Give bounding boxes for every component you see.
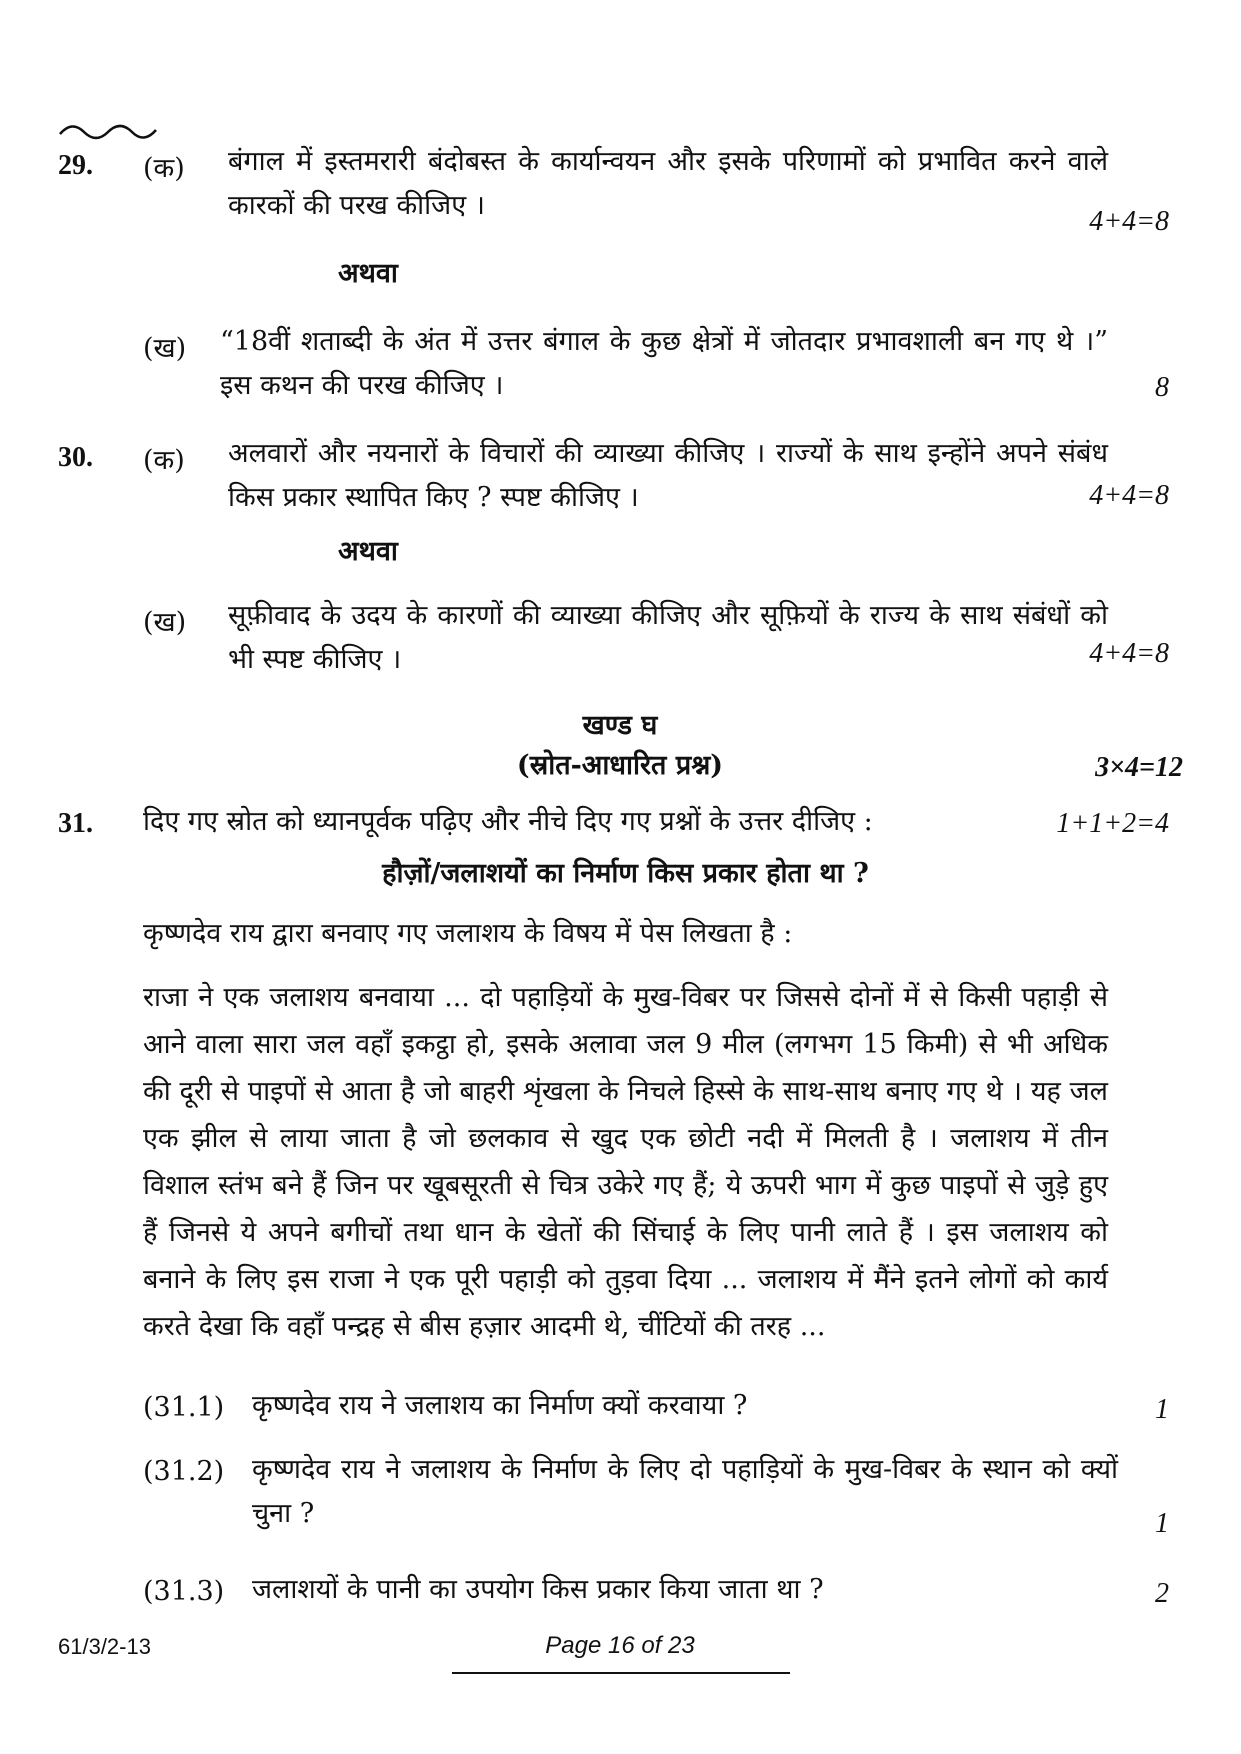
- q29b-marks: 8: [1155, 372, 1169, 403]
- footer-rule: [452, 1672, 790, 1674]
- q30-or: अथवा: [338, 536, 398, 567]
- q31-1-marks: 1: [1155, 1394, 1169, 1425]
- q31-1-label: (31.1): [143, 1392, 225, 1423]
- q30a-text: अलवारों और नयनारों के विचारों की व्याख्या कीजिए । राज्यों के साथ इन्होंने अपने संबंध किस प्रकार स्थापित किए ? स्पष्ट कीजिए ।: [228, 438, 1108, 513]
- q31-intro: कृष्णदेव राय द्वारा बनवाए गए जलाशय के विषय में पेस लिखता है :: [143, 918, 793, 949]
- q30-number: 30.: [58, 442, 93, 473]
- q31-number: 31.: [58, 808, 93, 839]
- q31-passage: राजा ने एक जलाशय बनवाया ... दो पहाड़ियों के मुख-विबर पर जिससे दोनों में से किसी पहाड़ी से आने वाला सारा जल वहाँ इकट्ठा हो, इसके अलावा जल 9 मील (लगभग 15 किमी) से भी अधिक की दूरी से पाइपों से आता है जो बाहरी शृंखला के निचले हिस्से के साथ-साथ बनाए गए थे । यह जल एक झील से लाया जाता है जो छलकाव से खुद एक छोटी नदी में मिलती है । जलाशय में तीन विशाल स्तंभ बने हैं जिन पर खूबसूरती से चित्र उकेरे गए हैं; ये ऊपरी भाग में कुछ पाइपों से जुड़े हुए हैं जिनसे ये अपने बगीचों तथा धान के खेतों की सिंचाई के लिए पानी लाते हैं । इस जलाशय को बनाने के लिए इस राजा ने एक पूरी पहाड़ी को तुड़वा दिया ... जलाशय में मैंने इतने लोगों को कार्य करते देखा कि वहाँ पन्द्रह से बीस हज़ार आदमी थे, चींटियों की तरह ...: [143, 982, 1108, 1342]
- q31-2-label: (31.2): [143, 1456, 225, 1487]
- q29-or: अथवा: [338, 258, 398, 289]
- q29-number: 29.: [58, 150, 93, 181]
- q29a-label: (क): [143, 153, 185, 184]
- q31-2-text: कृष्णदेव राय ने जलाशय के निर्माण के लिए दो पहाड़ियों के मुख-विबर के स्थान को क्यों चुना ?: [252, 1454, 1118, 1529]
- q31-2-marks: 1: [1155, 1508, 1169, 1539]
- q31-1-text: कृष्णदेव राय ने जलाशय का निर्माण क्यों करवाया ?: [252, 1390, 748, 1421]
- q31-3-marks: 2: [1155, 1578, 1169, 1609]
- q29a-marks: 4+4=8: [1089, 206, 1169, 237]
- section-subtitle: (स्रोत-आधारित प्रश्न): [516, 750, 724, 781]
- footer-page: Page 16 of 23: [545, 1632, 695, 1659]
- q29b-label: (ख): [143, 333, 187, 364]
- wave-mark: [58, 118, 158, 142]
- q31-marks: 1+1+2=4: [1056, 808, 1169, 839]
- footer-code: 61/3/2-13: [58, 1634, 151, 1659]
- q31-instruction: दिए गए स्रोत को ध्यानपूर्वक पढ़िए और नीचे दिए गए प्रश्नों के उत्तर दीजिए :: [143, 806, 873, 837]
- section-title: खण्ड घ: [582, 710, 658, 741]
- q31-3-label: (31.3): [143, 1576, 225, 1607]
- section-marks: 3×4=12: [1095, 752, 1183, 783]
- q29b-text: “18वीं शताब्दी के अंत में उत्तर बंगाल के कुछ क्षेत्रों में जोतदार प्रभावशाली बन गए थे ।” इस कथन की परख कीजिए ।: [220, 326, 1108, 401]
- q29a-text: बंगाल में इस्तमरारी बंदोबस्त के कार्यान्वयन और इसके परिणामों को प्रभावित करने वाले कारकों की परख कीजिए ।: [228, 146, 1108, 221]
- q30b-label: (ख): [143, 607, 187, 638]
- q30b-marks: 4+4=8: [1089, 638, 1169, 669]
- q31-heading: हौज़ों/जलाशयों का निर्माण किस प्रकार होता था ?: [382, 858, 869, 889]
- q30a-marks: 4+4=8: [1089, 480, 1169, 511]
- q30b-text: सूफ़ीवाद के उदय के कारणों की व्याख्या कीजिए और सूफ़ियों के राज्य के साथ संबंधों को भी स्पष्ट कीजिए ।: [228, 600, 1108, 675]
- q30a-label: (क): [143, 445, 185, 476]
- q31-3-text: जलाशयों के पानी का उपयोग किस प्रकार किया जाता था ?: [252, 1574, 824, 1605]
